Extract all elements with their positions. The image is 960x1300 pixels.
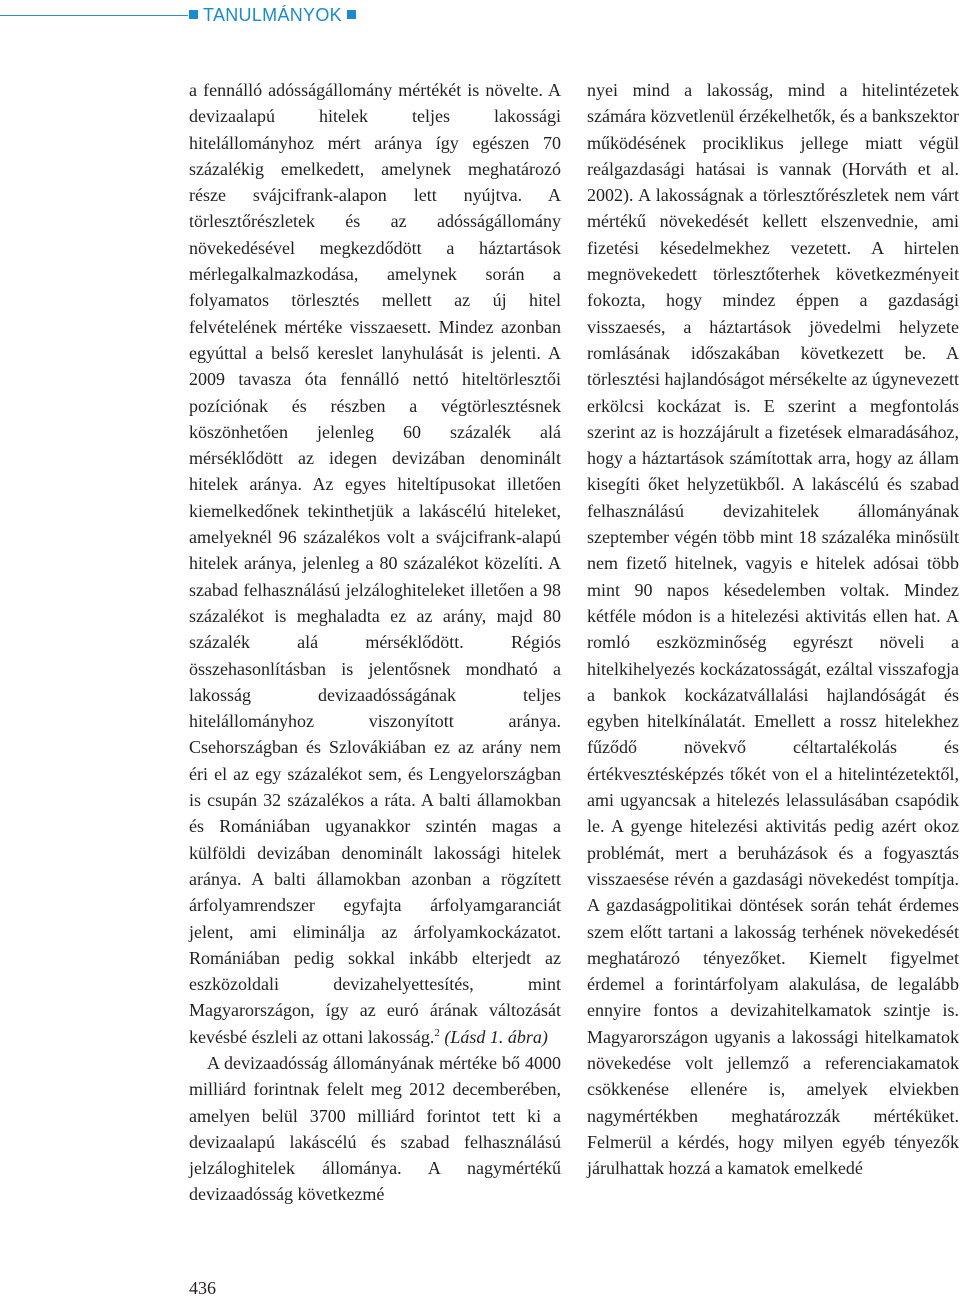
square-bullet-icon [347, 10, 356, 19]
body-paragraph: nyei mind a lakosság, mind a hitelintézetek számára közvetlenül érzékelhetők, és a bankszektor működésének prociklikus jellege miatt végül reálgazdasági hatásai is vannak (Horváth et al. 2002). A lakosságnak a törlesztőrészletek nem várt mértékű növekedését kellett elszenvednie, ami fizetési késedelmekhez vezetett. A hirtelen megnövekedett törlesztőterhek következményeit fokozta, hogy mindez éppen a gazdasági visszaesés, a háztartások jövedelmi helyzete romlásának időszakában következett be. A törlesztési hajlandóságot mérsékelte az úgynevezett erkölcsi kockázat is. E szerint a megfontolás szerint az is hozzájárult a fizetések elmaradásához, hogy a háztartások számítottak arra, hogy az állam kisegíti őket helyzetükből. A lakáscélú és szabad felhasználású devizahitelek állományának szeptember végén több mint 18 százaléka minősült nem fizető hitelnek, vagyis e hitelek adósai több mint 90 napos késedelemben voltak. Mindez kétféle módon is a hitelezési aktivitás ellen hat. A romló eszközminőség egyrészt növeli a hitelkihelyezés kockázatosságát, ezáltal visszafogja a bankok kockázatvállalási hajlandóságát és egyben hitelkínálatát. Emellett a rossz hitelekhez fűződő növekvő céltartalékolás és értékvesztésképzés tőkét von el a hitelintézetektől, ami ugyancsak a hitelezés lelassulásában csapódik le. A gyenge hitelezési aktivitás pedig azért okoz problémát, mert a beruházások és a fogyasztás visszaesése révén a gazdasági növekedést tompítja. A gazdaságpolitikai döntések során tehát érdemes szem előtt tartani a lakosság terhének növekedését meghatározó tényezőket. Kiemelt figyelmet érdemel a forintárfolyam alakulása, de legalább ennyire fontos a devizahitelkamatok szintje is. Magyarországon ugyanis a lakossági hitelkamatok növekedése volt jellemző a referenciakamatok csökkenése ellenére is, amelyek elviekben nagymértékben meghatározzák mértéküket. Felmerül a kérdés, hogy milyen egyéb tényezők járulhattak hozzá a kamatok emelkedé [587, 80, 959, 1179]
square-bullet-icon [189, 10, 198, 19]
page-number: 436 [189, 1278, 216, 1298]
paragraph-text: a fennálló adósságállomány mértékét is növelte. A devizaalapú hitelek teljes lakossági hitelállományhoz mért aránya így egészen 70 százalékig emelkedett, amelynek meghatározó része svájcifrank-alapon lett nyújtva. A törlesztőrészletek és az adósságállomány növekedésével megkezdődött a háztartások mérlegalkalmazkodása, amelynek során a folyamatos törlesztés mellett az új hitel felvételének mértéke visszaesett. Mindez azonban egyúttal a belső kereslet lanyhulását is jelenti. A 2009 tavasza óta fennálló nettó hiteltörlesztői pozíciónak és részben a végtörlesztésnek köszönhetően jelenleg 60 százalék alá mérséklődött az idegen devizában denominált hitelek aránya. Az egyes hiteltípusokat illetően kiemelkedőnek tekinthetjük a lakáscélú hiteleket, amelyeknél 96 százalékos volt a svájcifrank-alapú hitelek aránya, jelenleg a 80 százalékot közelíti. A szabad felhasználású jelzáloghiteleket illetően a 98 százalékot is meghaladta ez az arány, majd 80 százalék alá mérséklődött. Régiós összehasonlításban is jelentősnek mondható a lakosság devizaadósságának teljes hitelállományhoz viszonyított aránya. Csehországban és Szlovákiában ez az arány nem éri el az egy százalékot sem, és Lengyelországban is csupán 32 százalékos a ráta. A balti államokban és Romániában ugyanakkor szintén magas a külföldi devizában denominált lakossági hitelek aránya. A balti államokban azonban a rögzített árfolyamrendszer egyfajta árfolyamgaranciát jelent, ami eliminálja az árfolyamkockázatot. Romániában pedig sokkal inkább elterjedt az eszközoldali devizahelyettesítés, mint Magyarországon, így az euró árának változását kevésbé észleli az ottani lakosság. [189, 80, 561, 1047]
body-paragraph: A devizaadósság állományának mértéke bő 4000 milliárd forintnak felelt meg 2012 decemberében, amelyen belül 3700 milliárd forintot tett ki a devizaalapú lakáscélú és szabad felhasználású jelzáloghitelek állománya. A nagymértékű devizaadósság következmé [189, 1052, 561, 1205]
left-column [189, 77, 561, 1208]
right-column [587, 77, 959, 1181]
page-header [0, 0, 960, 32]
section-header [189, 4, 356, 26]
figure-reference: (Lásd 1. ábra) [444, 1026, 548, 1047]
footnote-reference[interactable]: 2 [434, 1026, 440, 1039]
section-label: TANULMÁNYOK [202, 5, 342, 25]
body-paragraph [189, 77, 561, 1050]
header-rule [0, 15, 188, 16]
